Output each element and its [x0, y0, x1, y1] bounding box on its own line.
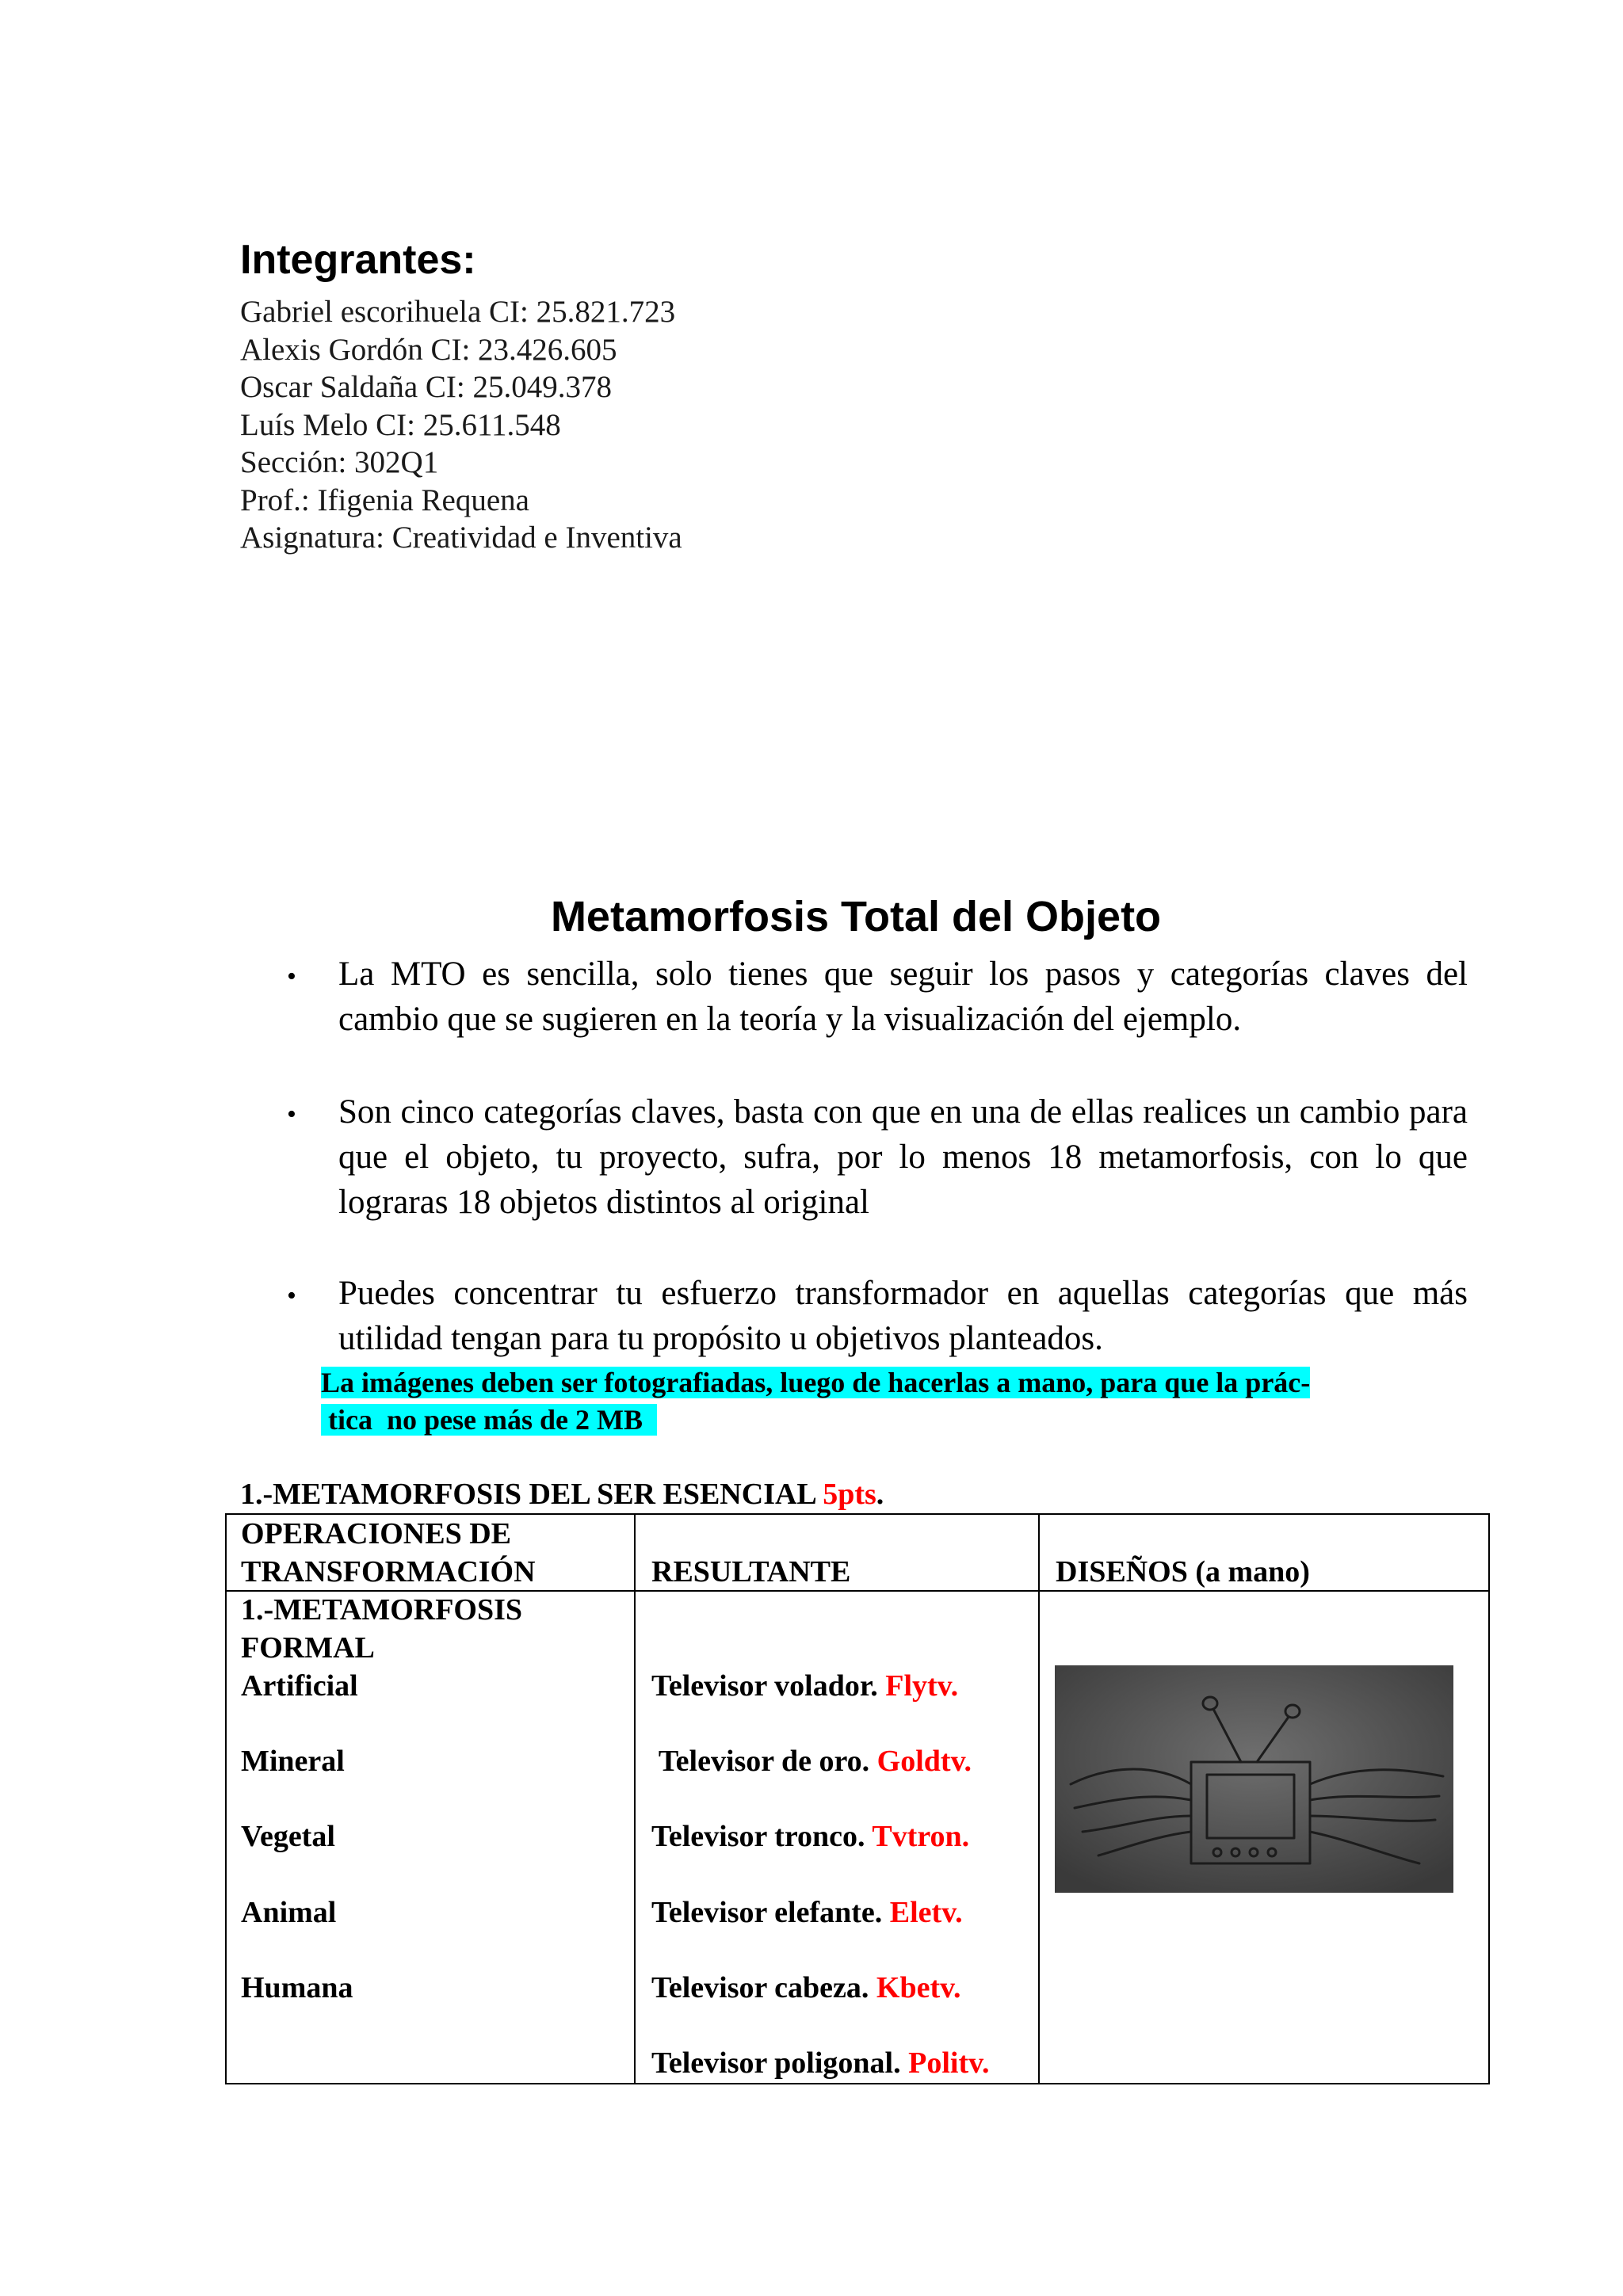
- member-line: Luís Melo CI: 25.611.548: [240, 407, 561, 442]
- category-cell: Vegetal: [241, 1820, 335, 1853]
- category-cell: Mineral: [241, 1745, 345, 1778]
- member-line: Gabriel escorihuela CI: 25.821.723: [240, 295, 676, 329]
- members-heading: Integrantes:: [240, 237, 476, 283]
- product-name: Tvtron.: [872, 1820, 970, 1853]
- bullet-marker: •: [287, 1100, 296, 1129]
- bullet-paragraph: La MTO es sencilla, solo tienes que seguir los pasos y categorías claves del cambio que se sugieren en la teoría y la visualización del ejemplo.: [338, 955, 1468, 1038]
- bullet-paragraph: Puedes concentrar tu esfuerzo transformador en aquellas categorías que más utilidad tengan para tu propósito u objetivos planteados.: [338, 1275, 1468, 1357]
- result-cell: Televisor elefante. Eletv.: [651, 1896, 963, 1929]
- note-line-1: La imágenes deben ser fotografiadas, luego de hacerlas a mano, para que la prác-: [321, 1367, 1311, 1398]
- result-cell: Televisor de oro. Goldtv.: [651, 1745, 972, 1778]
- group-label: 1.-METAMORFOSIS FORMAL: [241, 1593, 523, 1665]
- members-list: [240, 293, 682, 557]
- section-heading-text: 1.-METAMORFOSIS DEL SER ESENCIAL: [240, 1478, 823, 1511]
- note-line-2: tica no pese más de 2 MB: [321, 1404, 657, 1436]
- header-result: RESULTANTE: [651, 1555, 851, 1589]
- member-line: Alexis Gordón CI: 23.426.605: [240, 332, 617, 367]
- category-cell: Humana: [241, 1971, 353, 2004]
- flying-tv-drawing-photo: [1055, 1665, 1453, 1893]
- document-title: Metamorfosis Total del Objeto: [550, 893, 1162, 940]
- flying-tv-sketch-icon: [1055, 1665, 1453, 1893]
- bullet-paragraph: Son cinco categorías claves, basta con que en una de ellas realices un cambio para que el objeto, tu proyecto, sufra, por lo menos 18 metamorfosis, con lo que lograras 18 objetos distintos al original: [338, 1093, 1468, 1221]
- member-line: Oscar Saldaña CI: 25.049.378: [240, 370, 612, 404]
- product-name: Kbetv.: [876, 1971, 961, 2004]
- section-points: 5pts: [823, 1478, 876, 1511]
- highlighted-note: [321, 1364, 1458, 1439]
- section-heading: [240, 1475, 884, 1513]
- header-operations: OPERACIONES DE TRANSFORMACIÓN: [241, 1517, 536, 1589]
- category-cell: Animal: [241, 1896, 337, 1929]
- header-designs: DISEÑOS (a mano): [1056, 1555, 1310, 1589]
- category-cell: Artificial: [241, 1669, 358, 1703]
- section-period: .: [876, 1478, 884, 1511]
- section-line: Sección: 302Q1: [240, 445, 439, 479]
- result-cell: Televisor poligonal. Politv.: [651, 2046, 990, 2080]
- product-name: Eletv.: [889, 1896, 963, 1929]
- professor-line: Prof.: Ifigenia Requena: [240, 482, 529, 517]
- product-name: Politv.: [908, 2046, 990, 2080]
- product-name: Flytv.: [885, 1669, 959, 1703]
- table-divider: [1038, 1515, 1040, 2083]
- bullet-marker: •: [287, 962, 296, 991]
- result-cell: Televisor tronco. Tvtron.: [651, 1820, 970, 1853]
- table-divider: [634, 1515, 636, 2083]
- result-cell: Televisor cabeza. Kbetv.: [651, 1971, 961, 2004]
- product-name: Goldtv.: [876, 1745, 972, 1778]
- subject-line: Asignatura: Creatividad e Inventiva: [240, 521, 682, 555]
- result-cell: Televisor volador. Flytv.: [651, 1669, 959, 1703]
- bullet-marker: •: [287, 1281, 296, 1310]
